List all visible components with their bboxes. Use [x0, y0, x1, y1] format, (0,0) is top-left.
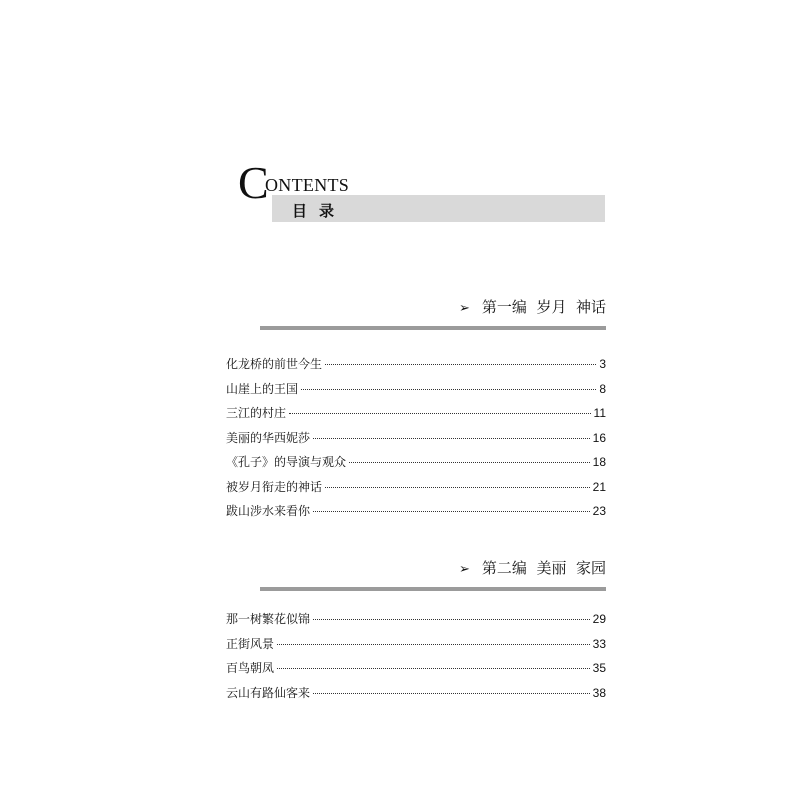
dot-leader: [325, 364, 596, 365]
section-1-title-row: [459, 296, 606, 317]
section-1-heading: [260, 296, 606, 336]
toc-entry-page: 38: [592, 685, 606, 700]
dot-leader: [313, 438, 590, 439]
section-1-list: [226, 355, 606, 527]
contents-rest: ONTENTS: [265, 175, 350, 195]
section-2-title-row: [459, 557, 606, 578]
dot-leader: [301, 389, 596, 390]
toc-entry[interactable]: [226, 684, 606, 709]
toc-entry-page: 21: [592, 479, 606, 494]
section-2-rule: [260, 587, 606, 591]
toc-entry-title: 跋山涉水来看你: [226, 504, 311, 518]
toc-entry-title: 被岁月衔走的神话: [226, 479, 323, 494]
toc-entry-title: 那一树繁花似锦: [226, 612, 311, 626]
toc-entry[interactable]: [226, 478, 606, 503]
section-1-title: 第一编 岁月 神话: [481, 298, 606, 316]
toc-entry-page: 8: [599, 381, 606, 396]
dot-leader: [349, 462, 590, 463]
dot-leader: [325, 487, 590, 488]
section-1-rule: [260, 326, 606, 330]
arrow-icon: ➢: [459, 301, 470, 316]
dot-leader: [277, 644, 590, 645]
toc-entry[interactable]: [226, 380, 606, 405]
toc-entry-title: 云山有路仙客来: [226, 685, 311, 700]
toc-entry[interactable]: [226, 355, 606, 380]
dot-leader: [313, 619, 590, 620]
toc-entry-title: 美丽的华西妮莎: [226, 430, 311, 445]
toc-entry[interactable]: [226, 453, 606, 478]
toc-entry-page: 33: [592, 636, 606, 651]
section-2-heading: [260, 557, 606, 597]
contents-header: [238, 157, 606, 224]
section-2-title: 第二编 美丽 家园: [481, 559, 606, 577]
toc-entry-title: 化龙桥的前世今生: [226, 357, 323, 371]
contents-initial: C: [238, 157, 269, 208]
toc-entry-page: 29: [592, 612, 606, 626]
dot-leader: [277, 668, 590, 669]
toc-entry[interactable]: [226, 404, 606, 429]
toc-entry[interactable]: [226, 659, 606, 684]
toc-entry-page: 11: [593, 406, 606, 420]
arrow-icon: ➢: [459, 562, 470, 577]
dot-leader: [313, 511, 590, 512]
toc-entry[interactable]: [226, 610, 606, 635]
subtitle-text: 目录: [292, 202, 347, 220]
subtitle-bar: [272, 195, 605, 222]
dot-leader: [289, 413, 591, 414]
toc-entry-title: 百鸟朝凤: [226, 661, 275, 675]
toc-entry-page: 23: [592, 504, 606, 518]
toc-entry-title: 正街风景: [226, 636, 275, 651]
toc-entry-page: 16: [592, 430, 606, 445]
toc-entry-title: 三江的村庄: [226, 406, 287, 420]
toc-entry-page: 35: [592, 661, 606, 675]
toc-entry-title: 山崖上的王国: [226, 381, 299, 396]
toc-entry[interactable]: [226, 502, 606, 527]
toc-entry[interactable]: [226, 429, 606, 454]
toc-entry-page: 18: [592, 455, 606, 469]
section-2-list: [226, 610, 606, 708]
toc-entry-page: 3: [599, 357, 606, 371]
toc-entry-title: 《孔子》的导演与观众: [226, 455, 347, 469]
dot-leader: [313, 693, 590, 694]
toc-entry[interactable]: [226, 635, 606, 660]
